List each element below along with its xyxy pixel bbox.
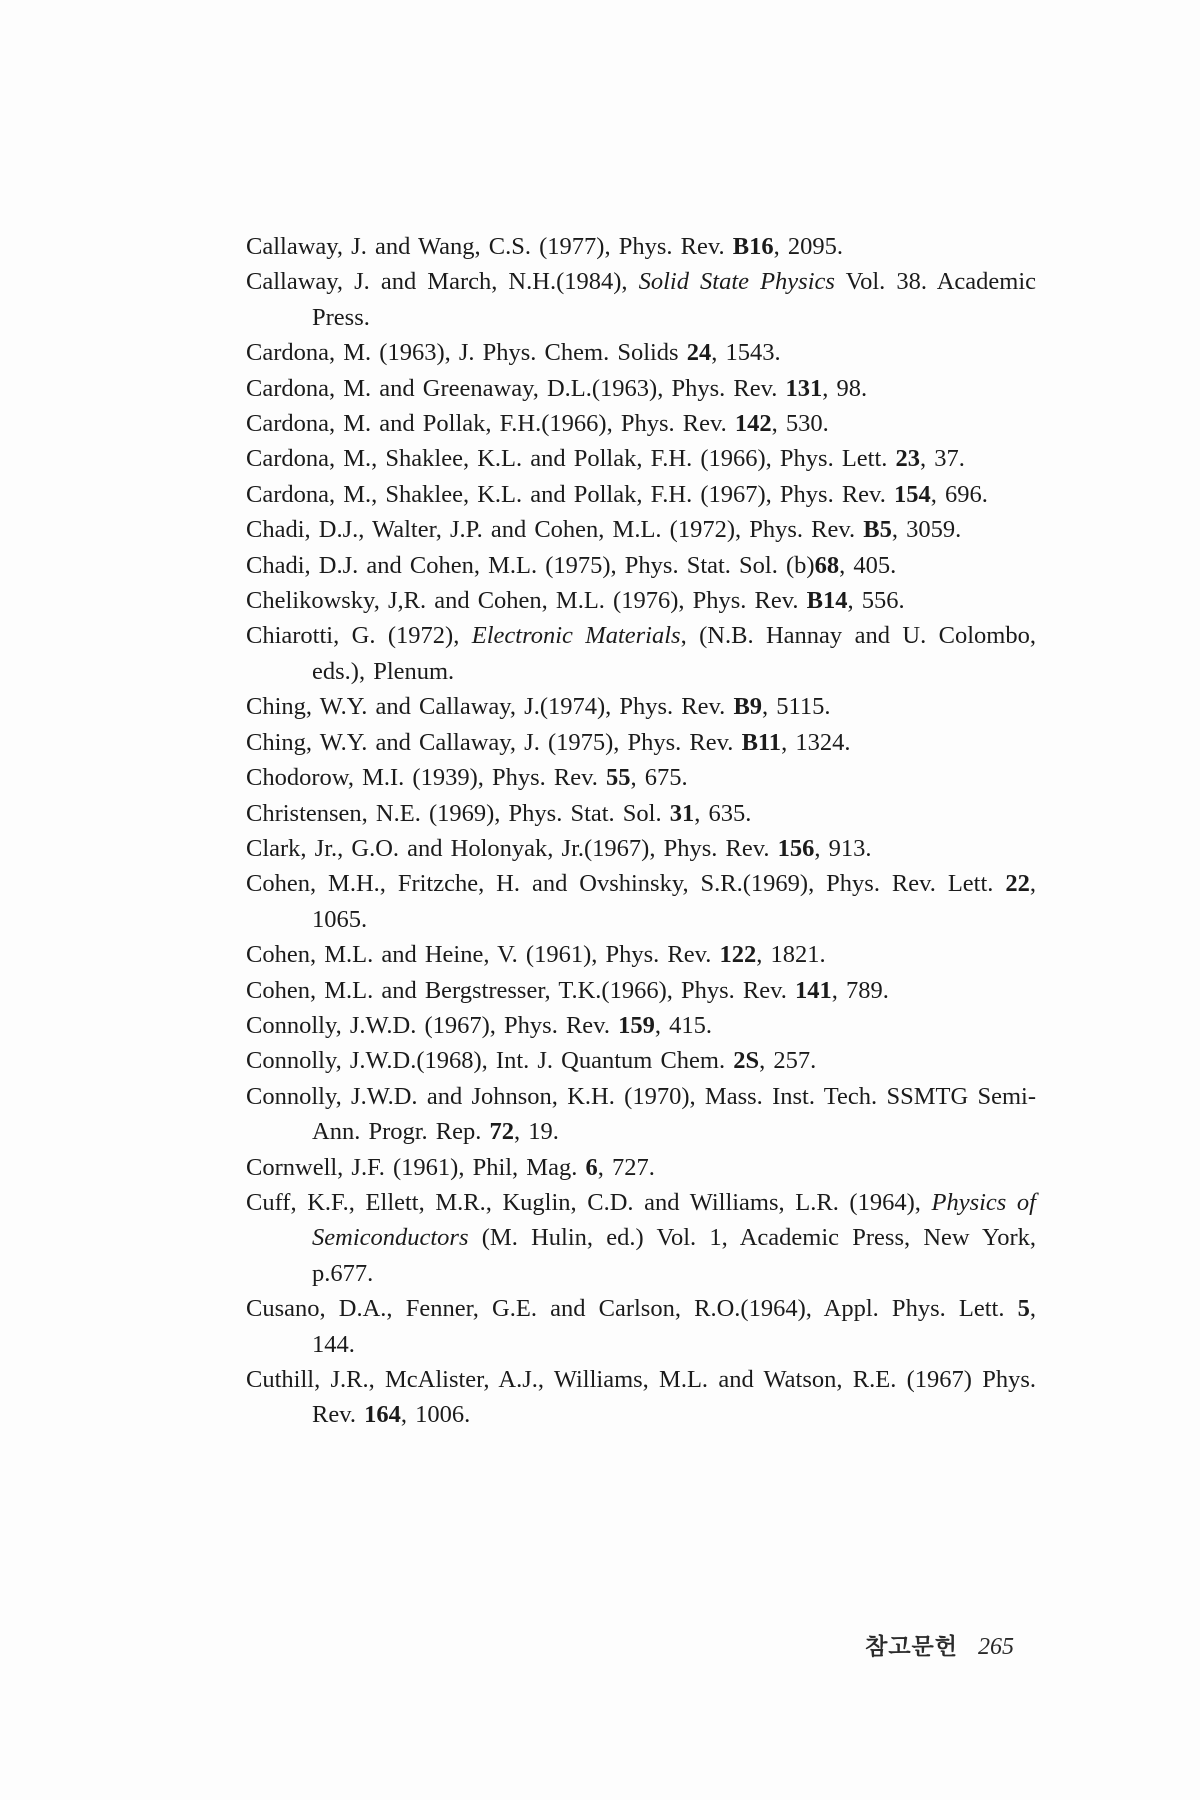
reference-entry: [246, 548, 1036, 583]
book-title: Electronic Materials: [471, 622, 681, 650]
reference-text: , 98.: [822, 374, 868, 402]
reference-text: , 3059.: [891, 516, 962, 544]
reference-entry: [246, 512, 1036, 547]
reference-entry: [246, 1362, 1036, 1433]
reference-entry: [246, 689, 1036, 724]
reference-entry: [246, 760, 1036, 795]
reference-entry: [246, 583, 1036, 618]
reference-text: , 635.: [694, 799, 752, 827]
volume-number: 156: [777, 834, 815, 862]
reference-entry: [246, 335, 1036, 370]
volume-number: B9: [733, 693, 763, 721]
reference-text: Clark, Jr., G.O. and Holonyak, Jr.(1967), Phys. Rev.: [246, 834, 778, 862]
reference-text: Callaway, J. and March, N.H.(1984),: [246, 268, 639, 296]
volume-number: B16: [732, 233, 774, 260]
reference-text: , 5115.: [762, 693, 831, 721]
book-title: Physics of Semiconductors: [312, 1188, 1036, 1252]
reference-text: Cohen, M.L. and Bergstresser, T.K.(1966), Phys. Rev.: [246, 976, 796, 1004]
reference-text: Cohen, M.H., Fritzche, H. and Ovshinsky, S.R.(1969), Phys. Rev. Lett.: [246, 870, 1006, 898]
reference-text: Chodorow, M.I. (1939), Phys. Rev.: [246, 764, 607, 792]
volume-number: 122: [719, 941, 757, 969]
reference-entry: [246, 937, 1036, 972]
reference-text: , 415.: [654, 1011, 712, 1039]
reference-text: (M. Hulin, ed.) Vol. 1, Academic Press, New York, p.677.: [312, 1224, 1036, 1287]
reference-text: , 727.: [597, 1153, 655, 1181]
reference-entry: [246, 1150, 1036, 1185]
reference-entry: [246, 725, 1036, 760]
reference-text: Cardona, M. (1963), J. Phys. Chem. Solids: [246, 339, 687, 367]
volume-number: 55: [606, 764, 631, 792]
reference-text: Cuthill, J.R., McAlister, A.J., Williams, M.L. and Watson, R.E. (1967) Phys. Rev.: [246, 1366, 1036, 1429]
reference-text: , 1543.: [711, 339, 781, 367]
book-title: Solid State Physics: [638, 268, 835, 296]
volume-number: 131: [785, 374, 823, 402]
reference-entry: [246, 441, 1036, 476]
reference-entry: [246, 229, 1036, 264]
reference-text: Callaway, J. and Wang, C.S. (1977), Phys. Rev.: [246, 233, 733, 260]
reference-text: , 257.: [759, 1047, 817, 1075]
volume-number: 164: [364, 1401, 401, 1429]
reference-text: Chelikowsky, J,R. and Cohen, M.L. (1976), Phys. Rev.: [246, 587, 807, 615]
reference-text: , 2095.: [773, 233, 843, 260]
page-footer: [865, 1628, 1014, 1661]
page-number: 265: [978, 1634, 1014, 1660]
reference-text: Cusano, D.A., Fenner, G.E. and Carlson, R.O.(1964), Appl. Phys. Lett.: [246, 1295, 1018, 1323]
volume-number: B14: [806, 587, 848, 615]
reference-text: , 144.: [312, 1295, 1036, 1358]
reference-text: Ching, W.Y. and Callaway, J.(1974), Phys. Rev.: [246, 693, 734, 721]
reference-text: , 405.: [839, 551, 897, 579]
reference-text: , 556.: [847, 587, 905, 615]
reference-entry: [246, 1185, 1036, 1291]
volume-number: 6: [585, 1153, 598, 1181]
volume-number: 24: [686, 339, 712, 367]
reference-text: , 1821.: [756, 941, 826, 969]
reference-text: , 1006.: [400, 1401, 471, 1429]
reference-entry: [246, 796, 1036, 831]
volume-number: 2S: [733, 1047, 760, 1075]
reference-text: Ching, W.Y. and Callaway, J. (1975), Phys. Rev.: [246, 728, 742, 756]
reference-entry: [246, 477, 1036, 512]
reference-text: , 19.: [514, 1118, 559, 1146]
reference-text: , 696.: [930, 480, 988, 508]
reference-entry: [246, 831, 1036, 866]
reference-text: Connolly, J.W.D. (1967), Phys. Rev.: [246, 1011, 619, 1039]
reference-entry: [246, 973, 1036, 1008]
reference-text: Cornwell, J.F. (1961), Phil, Mag.: [246, 1153, 586, 1181]
volume-number: 159: [618, 1011, 655, 1039]
reference-text: Cardona, M. and Greenaway, D.L.(1963), Phys. Rev.: [246, 374, 786, 402]
reference-text: , 37.: [920, 445, 965, 473]
volume-number: 72: [489, 1118, 514, 1146]
volume-number: 31: [669, 799, 695, 827]
reference-text: , 1324.: [781, 728, 851, 756]
reference-text: , 1065.: [312, 870, 1036, 933]
reference-text: , 913.: [814, 834, 872, 862]
reference-text: Cardona, M., Shaklee, K.L. and Pollak, F.H. (1966), Phys. Lett.: [246, 445, 896, 473]
reference-text: Cardona, M. and Pollak, F.H.(1966), Phys. Rev.: [246, 410, 735, 438]
reference-entry: [246, 1008, 1036, 1043]
reference-entry: [246, 866, 1036, 937]
reference-text: Chiarotti, G. (1972),: [246, 622, 472, 650]
reference-text: Christensen, N.E. (1969), Phys. Stat. Sol.: [246, 799, 670, 827]
volume-number: 23: [895, 445, 921, 473]
reference-text: Cuff, K.F., Ellett, M.R., Kuglin, C.D. and Williams, L.R. (1964),: [246, 1188, 932, 1216]
reference-text: Chadi, D.J. and Cohen, M.L. (1975), Phys. Stat. Sol. (b): [246, 551, 815, 579]
reference-text: Chadi, D.J., Walter, J.P. and Cohen, M.L. (1972), Phys. Rev.: [246, 516, 864, 544]
volume-number: 68: [814, 551, 840, 579]
volume-number: 154: [893, 480, 931, 508]
volume-number: 5: [1017, 1295, 1030, 1323]
section-label: 참고문헌: [865, 1633, 958, 1660]
reference-text: Vol. 38. Academic Press.: [312, 268, 1036, 331]
reference-text: Connolly, J.W.D.(1968), Int. J. Quantum Chem.: [246, 1047, 734, 1075]
reference-text: , 675.: [630, 764, 688, 792]
reference-entry: [246, 406, 1036, 441]
reference-entry: [246, 1079, 1036, 1150]
reference-entry: [246, 1043, 1036, 1078]
reference-text: Cardona, M., Shaklee, K.L. and Pollak, F.H. (1967), Phys. Rev.: [246, 480, 894, 508]
volume-number: B5: [863, 516, 892, 544]
volume-number: 141: [795, 976, 832, 1004]
reference-entry: [246, 1291, 1036, 1362]
volume-number: B11: [741, 728, 782, 756]
reference-entry: [246, 371, 1036, 406]
reference-text: Cohen, M.L. and Heine, V. (1961), Phys. Rev.: [246, 941, 720, 969]
reference-entry: [246, 618, 1036, 689]
reference-text: , 530.: [771, 410, 829, 438]
reference-entry: [246, 264, 1036, 335]
reference-list: [246, 229, 1036, 1433]
volume-number: 142: [734, 410, 772, 438]
reference-text: , (N.B. Hannay and U. Colombo, eds.), Plenum.: [312, 622, 1036, 685]
volume-number: 22: [1005, 870, 1030, 898]
reference-text: Connolly, J.W.D. and Johnson, K.H. (1970), Mass. Inst. Tech. SSMTG Semi-Ann. Progr. Rep.: [246, 1082, 1036, 1146]
reference-text: , 789.: [831, 976, 889, 1004]
